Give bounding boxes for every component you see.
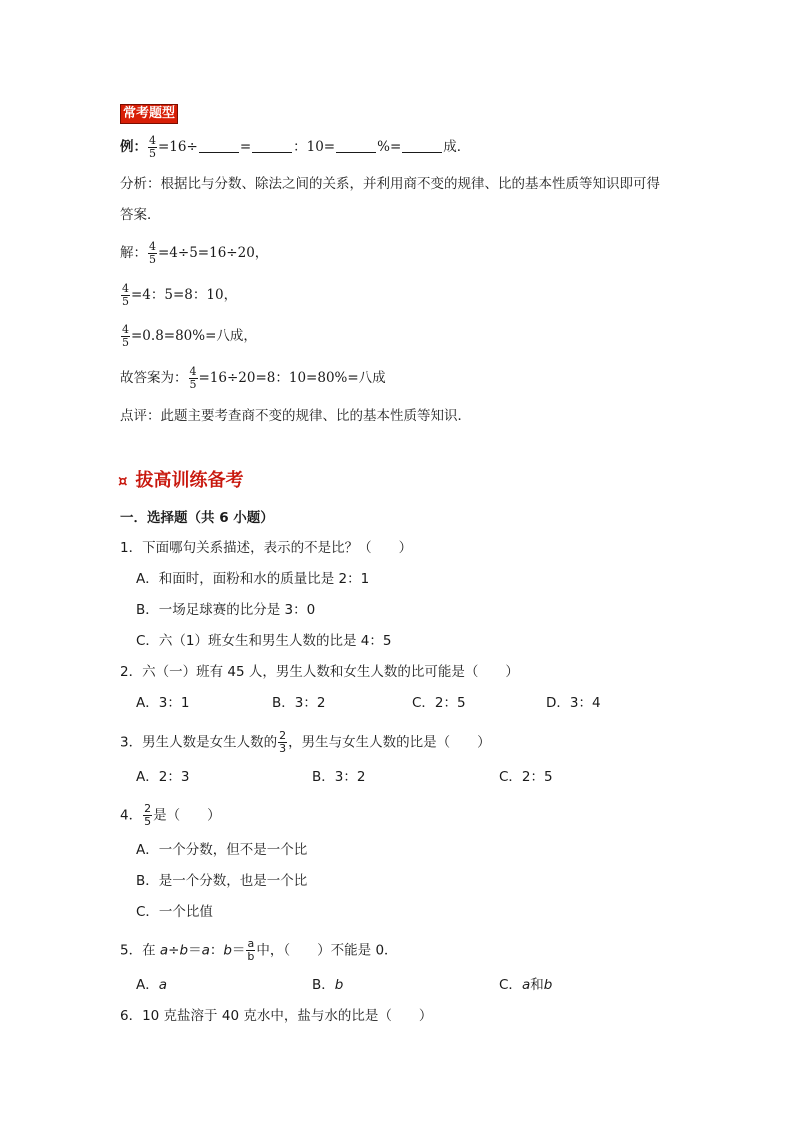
q1-option-a[interactable]: A．和面时，面粉和水的质量比是 2：1 bbox=[136, 571, 370, 587]
q4-pre: 4． bbox=[120, 807, 143, 824]
solution-fraction-4: $\frac{4}{5}$ bbox=[189, 365, 197, 391]
q5-div: ÷ bbox=[168, 942, 180, 959]
q5-eq1: ＝ bbox=[188, 942, 202, 959]
solution-fraction-3: $\frac{4}{5}$ bbox=[122, 323, 129, 349]
q4-option-a[interactable]: A．一个分数，但不是一个比 bbox=[136, 842, 308, 858]
q5-var-b1: b bbox=[179, 942, 189, 959]
q3-fraction: $\frac{2}{3}$ bbox=[279, 729, 287, 755]
q3-option-a[interactable]: A．2：3 bbox=[136, 769, 190, 785]
solution-fraction-2: $\frac{4}{5}$ bbox=[122, 282, 129, 308]
q5-colon: ： bbox=[209, 942, 224, 959]
example-seg1: =16÷ bbox=[158, 139, 198, 155]
q3-stem-pre: 3．男生人数是女生人数的 bbox=[120, 734, 278, 751]
q5-eq2: ＝ bbox=[231, 942, 246, 959]
q2-option-a[interactable]: A．3：1 bbox=[136, 695, 190, 711]
q5-stem bbox=[120, 938, 398, 963]
solution-rest-3: =0.8=80%=八成， bbox=[131, 328, 257, 344]
example-line bbox=[120, 135, 470, 160]
q4-post: 是（ ） bbox=[153, 807, 221, 824]
q5-option-c[interactable]: C．a和b bbox=[499, 977, 553, 993]
q3-stem-post: ，男生与女生人数的比是（ ） bbox=[288, 734, 491, 751]
section-title bbox=[118, 469, 244, 493]
q2-option-d[interactable]: D．3：4 bbox=[546, 695, 601, 711]
q2-stem: 2．六（一）班有 45 人，男生人数和女生人数的比可能是（ ） bbox=[120, 664, 519, 680]
q5-var-a2: a bbox=[201, 942, 210, 959]
section-title-text: 拔高训练备考 bbox=[135, 470, 244, 491]
q6-stem: 6．10 克盐溶于 40 克水中，盐与水的比是（ ） bbox=[120, 1008, 433, 1024]
q5-option-a[interactable]: A．a bbox=[136, 977, 168, 993]
solution-line-3 bbox=[120, 324, 257, 349]
q5-option-b[interactable]: B．b bbox=[312, 977, 344, 993]
solution-line-1 bbox=[120, 241, 268, 266]
q1-option-b[interactable]: B．一场足球赛的比分是 3：0 bbox=[136, 602, 316, 618]
q1-option-c[interactable]: C．六（1）班女生和男生人数的比是 4：5 bbox=[136, 633, 392, 649]
q1-stem: 1．下面哪句关系描述，表示的不是比？（ ） bbox=[120, 540, 413, 556]
blank-4[interactable] bbox=[402, 138, 442, 153]
solution-line-2 bbox=[120, 283, 237, 308]
q5-fraction: $\frac{a}{b}$ bbox=[247, 937, 255, 963]
blank-2[interactable] bbox=[252, 138, 292, 153]
blank-1[interactable] bbox=[199, 138, 239, 153]
example-seg3: ：10= bbox=[293, 139, 336, 155]
q3-option-b[interactable]: B．3：2 bbox=[312, 769, 366, 785]
q3-option-c[interactable]: C．2：5 bbox=[499, 769, 553, 785]
solution-rest-2: =4：5=8：10， bbox=[131, 287, 238, 303]
answer-prefix: 故答案为： bbox=[120, 370, 188, 386]
analysis-line-1: 分析：根据比与分数、除法之间的关系，并利用商不变的规律、比的基本性质等知识即可得 bbox=[120, 176, 660, 192]
q5-var-a1: a bbox=[159, 942, 169, 959]
q4-option-c[interactable]: C．一个比值 bbox=[136, 904, 213, 920]
common-question-tag: 常考题型 bbox=[120, 104, 178, 124]
example-fraction: $\frac{4}{5}$ bbox=[149, 134, 156, 160]
q4-fraction: $\frac{2}{5}$ bbox=[144, 802, 152, 828]
q5-post: 中，（ ）不能是 0． bbox=[256, 942, 398, 959]
solution-line-4 bbox=[120, 366, 386, 391]
q3-stem bbox=[120, 730, 491, 755]
tag-line bbox=[120, 103, 178, 124]
q2-option-b[interactable]: B．3：2 bbox=[272, 695, 326, 711]
section-star-icon: ¤ bbox=[118, 472, 128, 490]
example-prefix: 例： bbox=[120, 139, 147, 155]
example-seg5: 成． bbox=[443, 139, 471, 155]
part-heading: 一．选择题（共 6 小题） bbox=[120, 510, 274, 526]
solution-prefix: 解： bbox=[120, 245, 147, 261]
example-seg2: = bbox=[239, 139, 252, 155]
solution-rest-1: =4÷5=16÷20， bbox=[158, 245, 269, 261]
solution-fraction-1: $\frac{4}{5}$ bbox=[149, 240, 156, 266]
solution-rest-4: =16÷20=8：10=80%=八成 bbox=[198, 370, 386, 386]
q4-stem bbox=[120, 803, 221, 828]
q5-var-b2: b bbox=[223, 942, 232, 959]
q4-option-b[interactable]: B．是一个分数，也是一个比 bbox=[136, 873, 308, 889]
comment-line: 点评：此题主要考查商不变的规律、比的基本性质等知识． bbox=[120, 408, 471, 424]
q5-pre: 5．在 bbox=[120, 942, 160, 959]
q2-option-c[interactable]: C．2：5 bbox=[412, 695, 466, 711]
analysis-line-2: 答案． bbox=[120, 207, 161, 223]
blank-3[interactable] bbox=[336, 138, 376, 153]
example-seg4: %= bbox=[377, 139, 402, 155]
